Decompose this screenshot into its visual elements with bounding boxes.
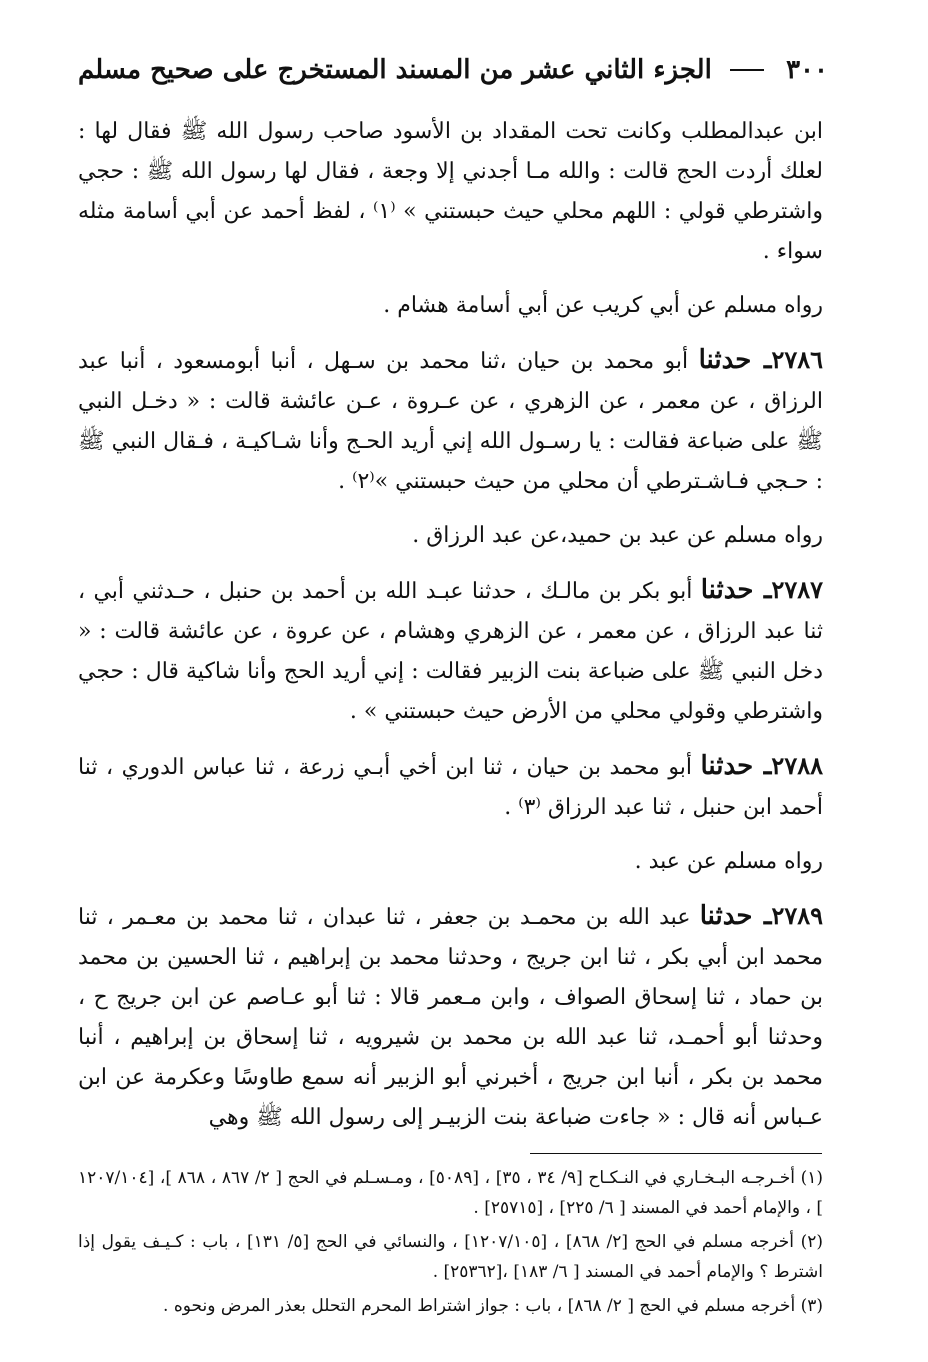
hadith-number: ٢٧٨٦ [771, 345, 823, 374]
hadith-lead: ـ حدثنا [699, 901, 772, 931]
hadith-entry [78, 896, 823, 1138]
hadith-text: أبو محمد بن حيان ،ثنا محمد بن سـهل ، أنبا أبومسعود ، أنبا عبد الرزاق ، عن معمر ، عن الزهري ، عن عـروة ، عـن عائشة قالت : « دخـل النبي ﷺ على ضباعة فقالت : يا رسـول الله إني أريد الحـج وأنا شـاكيـة ، فـقال النبي ﷺ : حـجي فـاشـترطي أن محلي من حيث حبستني »⁽٢⁾ . [78, 349, 823, 494]
paragraph-text: رواه مسلم عن أبي كريب عن أبي أسامة هشام . [383, 293, 823, 318]
paragraph-text: رواه مسلم عن عبد . [634, 849, 823, 874]
footnote: (٣) أخرجه مسلم في الحج [ ٢/ ٨٦٨] ، باب : جواز اشتراط المحرم التحلل بعذر المرض ونحوه . [163, 1296, 823, 1316]
paragraph [78, 112, 823, 272]
hadith-text: عبد الله بن محمـد بن جعفر ، ثنا عبدان ، ثنا محمد بن معـمر ، ثنا محمد ابن أبي بكر ، ثنا ابن جريج ، وحدثنا محمد بن إبراهيم ، ثنا الحسين بن محمد بن حماد ، ثنا إسحاق الصواف ، وابن مـعمر قالا : ثنا أبو عـاصم عن ابن جريج ح ، وحدثنا أبو أحمـد، ثنا عبد الله بن محمد بن شيرويه ، ثنا إسحاق بن إبراهيم ، أنبا محمد بن بكر ، أنبا ابن جريج ، أخبرني أبو الزبير أنه سمع طاوسًا وعكرمة عن ابن عـباس أنه قال : « جاءت ضباعة بنت الزبيـر إلى رسول الله ﷺ وهي [78, 905, 824, 1130]
running-title: الجزء الثاني عشر من المسند المستخرج على صحيح مسلم [78, 55, 712, 85]
header-rule [730, 69, 764, 71]
footnote: (١) أخـرجـه البـخـاري في النـكـاح [٩/ ٣٤ ، ٣٥] ، [٥٠٨٩] ، ومـسـلم في الحج [ ٢/ ٨٦٧ ، ٨٦٨ ]، [١٢٠٧/١٠٤ ] ، والإمام أحمد في المسند [ ٦/ ٢٢٥] ، [٢٥٧١٥] . [78, 1168, 823, 1218]
paragraph-text: ابن عبدالمطلب وكانت تحت المقداد بن الأسود صاحب رسول الله ﷺ فقال لها : لعلك أردت الحج قالت : والله مـا أجدني إلا وجعة ، فقال لها رسول الله ﷺ : حجي واشترطي قولي : اللهم محلي حيث حبستني » ⁽١⁾ ، لفظ أحمد عن أبي أسامة مثله سواء . [78, 119, 823, 264]
hadith-number: ٢٧٨٧ [771, 575, 823, 604]
hadith-lead: ـ حدثنا [700, 751, 772, 781]
paragraph [78, 842, 823, 882]
paragraph [78, 286, 823, 326]
page-number: ٣٠٠ [786, 55, 828, 85]
footnotes [78, 1163, 823, 1325]
hadith-lead: ـ حدثنا [698, 345, 772, 375]
hadith-text: أبو محمد بن حيان ، ثنا ابن أخي أبـي زرعة ، ثنا عباس الدوري ، ثنا أحمد ابن حنبل ، ثنا عبد الرزاق ⁽٣⁾ . [78, 755, 823, 820]
body-text [78, 112, 823, 1152]
paragraph [78, 516, 823, 556]
hadith-text: أبو بكر بن مالـك ، حدثنا عبـد الله بن أحمد بن حنبل ، حـدثني أبي ، ثنا عبد الرزاق ، عن معمر ، عن الزهري وهشام ، عن عروة ، عن عائشة قالت : « دخل النبي ﷺ على ضباعة بنت الزبير فقالت : إني أريد الحج وأنا شاكية قال : حجي واشترطي وقولي محلي من الأرض حيث حبستني » . [78, 579, 823, 724]
hadith-entry [78, 570, 823, 732]
hadith-lead: ـ حدثنا [700, 575, 772, 605]
footnote-separator [530, 1153, 822, 1154]
running-header [78, 50, 828, 90]
hadith-entry [78, 746, 823, 828]
hadith-number: ٢٧٨٨ [771, 751, 823, 780]
hadith-number: ٢٧٨٩ [771, 901, 823, 930]
hadith-entry [78, 340, 823, 502]
footnote: (٢) أخرجه مسلم في الحج [٢/ ٨٦٨] ، [١٢٠٧/١٠٥] ، والنسائي في الحج [٥/ ١٣١] ، باب : كـيـف يقول إذا اشترط ؟ والإمام أحمد في المسند [ ٦/ ١٨٣] ،[٢٥٣٦٢] . [78, 1232, 823, 1282]
paragraph-text: رواه مسلم عن عبد بن حميد،عن عبد الرزاق . [412, 523, 823, 548]
